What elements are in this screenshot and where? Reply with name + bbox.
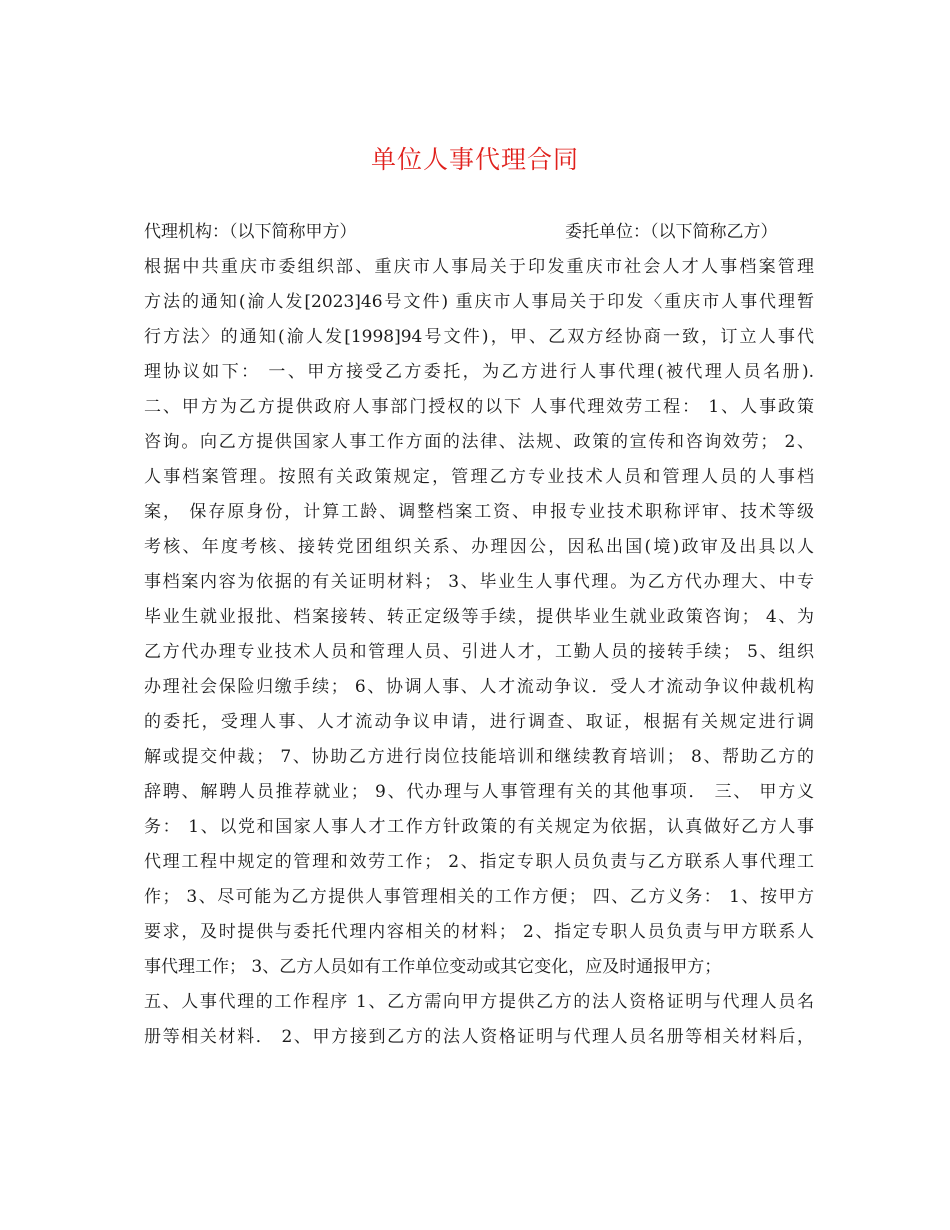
body-line: 解或提交仲裁； 7、协助乙方进行岗位技能培训和继续教育培训； 8、帮助乙方的: [144, 747, 814, 767]
document-body: [144, 250, 814, 1055]
party-a-label: 代理机构：（以下简称甲方）: [144, 222, 357, 242]
body-line: 事档案内容为依据的有关证明材料； 3、毕业生人事代理。为乙方代办理大、中专: [144, 572, 814, 592]
body-line: 册等相关材料． 2、甲方接到乙方的法人资格证明与代理人员名册等相关材料后，: [144, 1027, 814, 1047]
body-line: 务： 1、以党和国家人事人才工作方针政策的有关规定为依据，认真做好乙方人事: [144, 817, 814, 837]
body-line: 辞聘、解聘人员推荐就业； 9、代办理与人事管理有关的其他事项． 三、 甲方义: [144, 782, 814, 802]
body-line: 案， 保存原身份，计算工龄、调整档案工资、申报专业技术职称评审、技术等级: [144, 502, 814, 522]
body-line: 行方法〉的通知(渝人发[1998]94号文件)，甲、乙双方经协商一致，订立人事代: [144, 327, 814, 347]
party-b-label: 委托单位：（以下简称乙方）: [565, 222, 778, 242]
body-line: 五、人事代理的工作程序 1、乙方需向甲方提供乙方的法人资格证明与代理人员名: [144, 992, 814, 1012]
body-line: 办理社会保险归缴手续； 6、协调人事、人才流动争议．受人才流动争议仲裁机构: [144, 677, 814, 697]
document-title: 单位人事代理合同: [370, 145, 579, 174]
body-line: 人事档案管理。按照有关政策规定，管理乙方专业技术人员和管理人员的人事档: [144, 467, 814, 487]
body-line: 事代理工作； 3、乙方人员如有工作单位变动或其它变化，应及时通报甲方；: [144, 957, 722, 977]
body-line: 咨询。向乙方提供国家人事工作方面的法律、法规、政策的宣传和咨询效劳； 2、: [144, 432, 814, 452]
body-line: 毕业生就业报批、档案接转、转正定级等手续，提供毕业生就业政策咨询； 4、为: [144, 607, 814, 627]
body-line: 考核、年度考核、接转党团组织关系、办理因公，因私出国(境)政审及出具以人: [144, 537, 814, 557]
body-line: 二、甲方为乙方提供政府人事部门授权的以下 人事代理效劳工程： 1、人事政策: [144, 397, 814, 417]
body-line: 方法的通知(渝人发[2023]46号文件) 重庆市人事局关于印发〈重庆市人事代理暂: [144, 292, 814, 312]
body-line: 根据中共重庆市委组织部、重庆市人事局关于印发重庆市社会人才人事档案管理: [144, 257, 814, 277]
body-line: 乙方代办理专业技术人员和管理人员、引进人才，工勤人员的接转手续； 5、组织: [144, 642, 814, 662]
body-line: 作； 3、尽可能为乙方提供人事管理相关的工作方便； 四、乙方义务： 1、按甲方: [144, 887, 814, 907]
body-line: 要求，及时提供与委托代理内容相关的材料； 2、指定专职人员负责与甲方联系人: [144, 922, 814, 942]
body-line: 的委托，受理人事、人才流动争议申请，进行调查、取证，根据有关规定进行调: [144, 712, 814, 732]
body-line: 代理工程中规定的管理和效劳工作； 2、指定专职人员负责与乙方联系人事代理工: [144, 852, 814, 872]
body-line: 理协议如下： 一、甲方接受乙方委托，为乙方进行人事代理(被代理人员名册).: [144, 362, 814, 382]
party-line: [144, 215, 814, 250]
